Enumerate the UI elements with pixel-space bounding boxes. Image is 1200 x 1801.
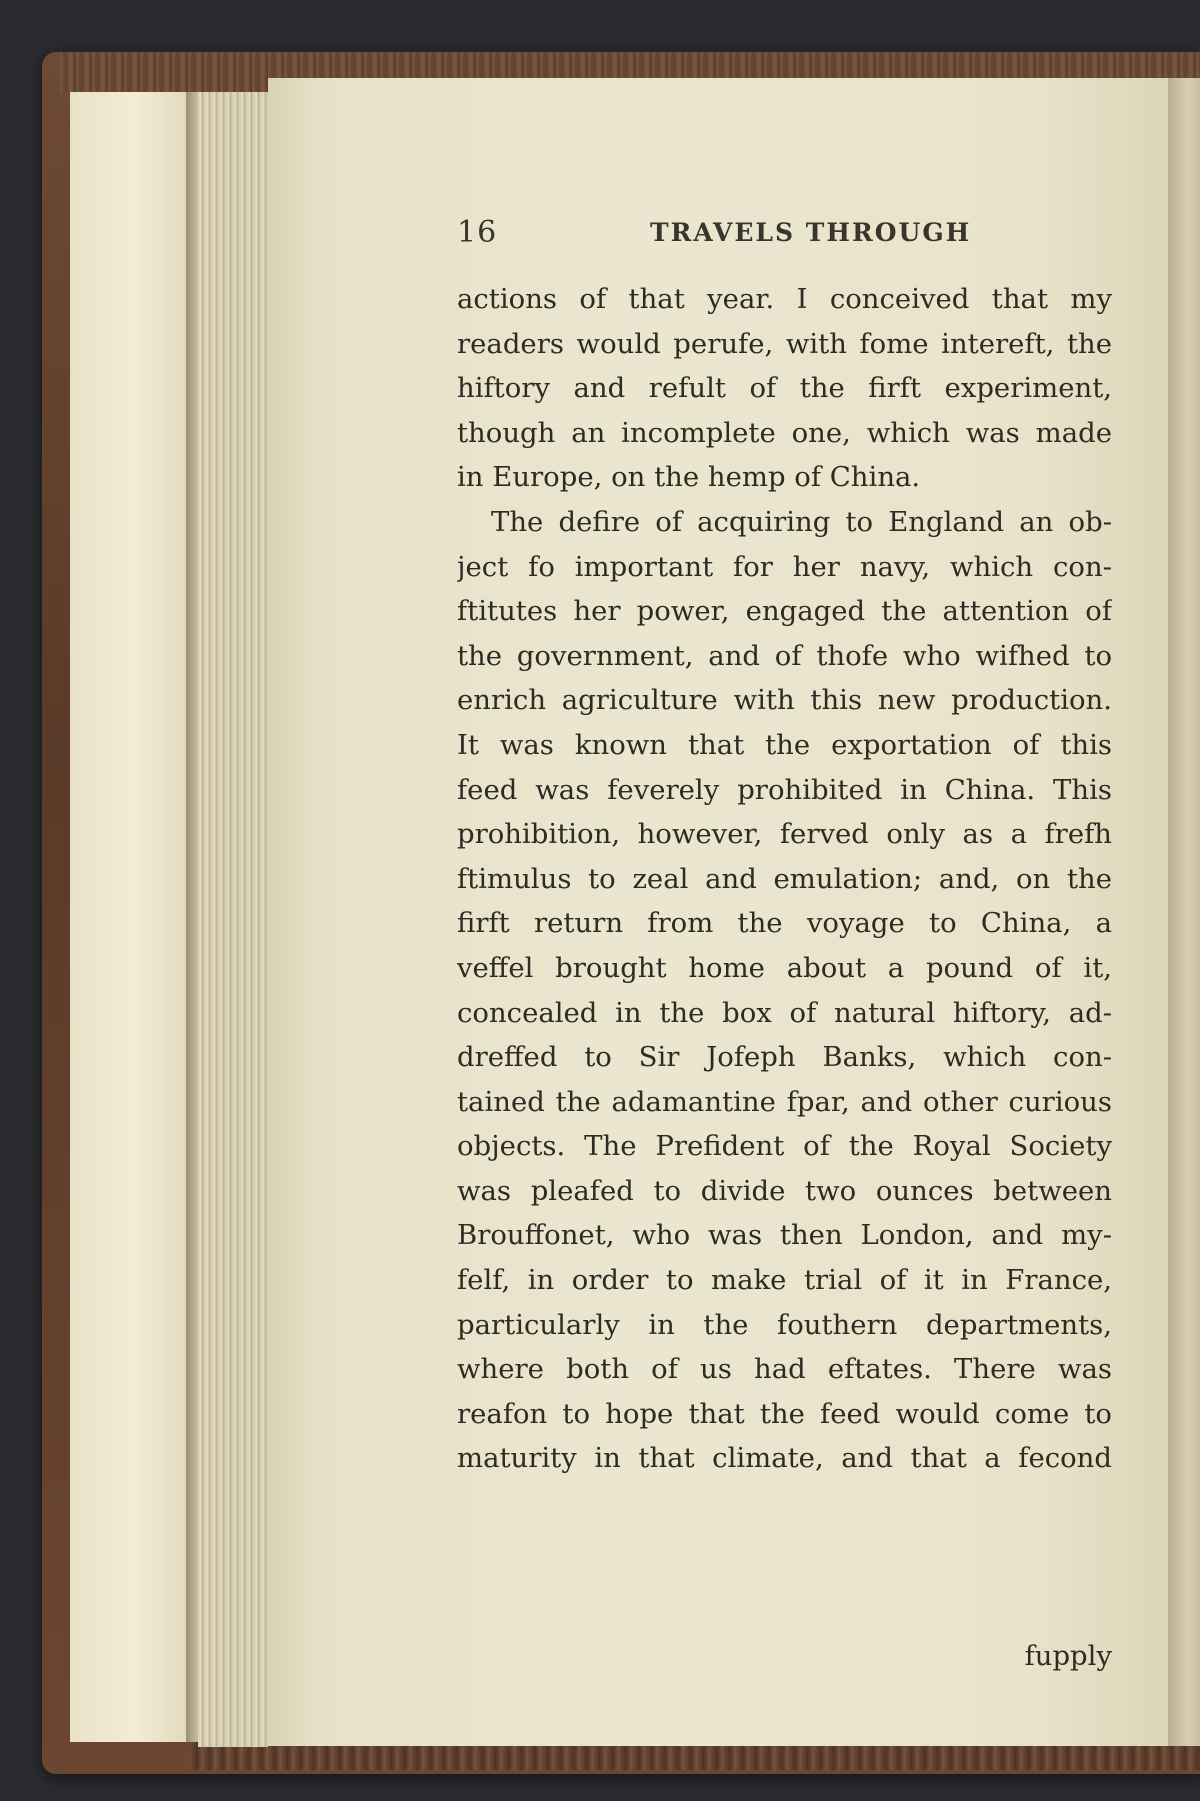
page-edges [198,92,268,1747]
text-line: concealed in the box of natural hiftory, ad- [457,996,1112,1029]
text-line: feed was feverely prohibited in China. This [457,773,1112,806]
text-line: enrich agriculture with this new production. [457,684,1112,717]
text-line: It was known that the exportation of this [457,728,1112,761]
endpaper-edge [186,92,198,1742]
running-head: TRAVELS THROUGH [650,218,972,247]
text-line: felf, in order to make trial of it in France, [457,1264,1112,1297]
text-line: ftimulus to zeal and emulation; and, on the [457,862,1112,895]
text-line: though an incomplete one, which was made [457,416,1112,449]
text-line: readers would perufe, with fome intereft, the [457,327,1112,360]
text-line: in Europe, on the hemp of China. [457,461,921,494]
text-line: tained the adamantine fpar, and other curious [457,1085,1112,1118]
text-line: ject fo important for her navy, which con- [457,550,1112,583]
text-line: Brouffonet, who was then London, and my- [457,1219,1112,1252]
next-leaf-edge [1168,78,1200,1746]
text-line: hiftory and refult of the firft experiment, [457,372,1112,405]
catchword: fupply [1024,1640,1112,1672]
body-text [457,277,1112,1481]
text-line: veffel brought home about a pound of it, [457,951,1112,984]
text-line: reafon to hope that the feed would come to [457,1397,1112,1430]
text-line: firft return from the voyage to China, a [457,907,1112,940]
text-line: maturity in that climate, and that a fecond [457,1442,1112,1475]
text-line: was pleafed to divide two ounces between [457,1174,1112,1207]
text-line: ftitutes her power, engaged the attention of [457,595,1112,628]
text-line: particularly in the fouthern departments, [457,1308,1112,1341]
text-line: objects. The Prefident of the Royal Society [457,1130,1112,1163]
endpaper [70,92,188,1742]
text-line: prohibition, however, ferved only as a frefh [457,818,1112,851]
text-line: where both of us had eftates. There was [457,1353,1112,1386]
text-line: The defire of acquiring to England an ob- [491,505,1112,538]
text-line: dreffed to Sir Jofeph Banks, which con- [457,1041,1112,1074]
text-line: the government, and of thofe who wifhed to [457,639,1112,672]
page-number: 16 [457,215,498,250]
page-header [457,215,1117,255]
text-line: actions of that year. I conceived that my [457,283,1112,315]
